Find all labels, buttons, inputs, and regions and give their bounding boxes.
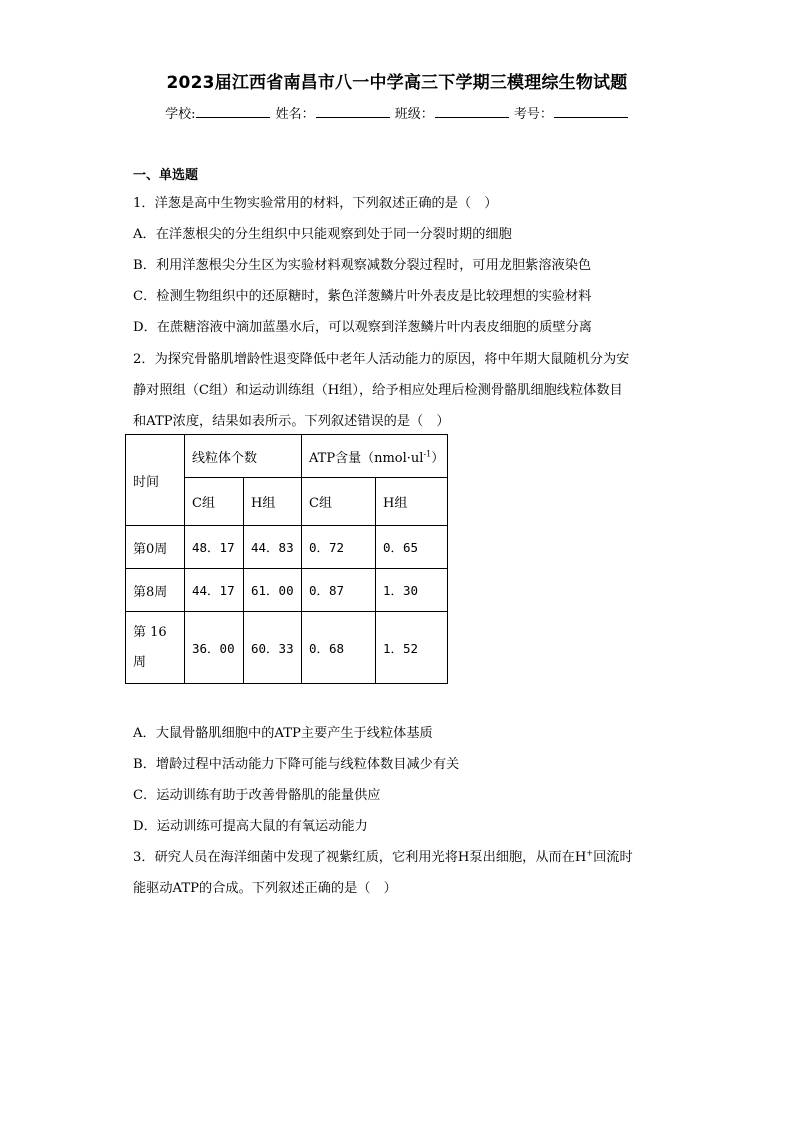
q1-stem: 1．洋葱是高中生物实验常用的材料，下列叙述正确的是（ ） — [133, 196, 498, 211]
student-info-line — [0, 103, 794, 122]
header-mito-count: 线粒体个数 — [185, 435, 302, 478]
q3-stem-line-2: 能驱动ATP的合成。下列叙述正确的是（ ） — [133, 881, 397, 896]
table-row — [126, 526, 448, 569]
school-label: 学校: — [165, 107, 196, 122]
subheader-c-atp: C组 — [302, 478, 376, 526]
cell-atp-c: 0．68 — [302, 612, 376, 684]
cell-atp-h: 1．52 — [376, 612, 448, 684]
cell-time: 第0周 — [126, 526, 185, 569]
number-label: 考号： — [513, 107, 553, 122]
q1-option-d[interactable]: D．在蔗糖溶液中滴加蓝墨水后，可以观察到洋葱鳞片叶内表皮细胞的质壁分离 — [133, 320, 592, 335]
class-label: 班级： — [394, 107, 434, 122]
subheader-h-mito: H组 — [244, 478, 302, 526]
table-row — [126, 612, 448, 684]
cell-time: 第8周 — [126, 569, 185, 612]
school-blank[interactable] — [196, 104, 270, 118]
cell-atp-h: 1．30 — [376, 569, 448, 612]
header-atp: ATP含量$(nmol\cdot ul^{-1})$ — [302, 435, 448, 478]
q1-option-c[interactable]: C．检测生物组织中的还原糖时，紫色洋葱鳞片叶外表皮是比较理想的实验材料 — [133, 289, 592, 304]
cell-atp-h: 0．65 — [376, 526, 448, 569]
q1-option-a[interactable]: A．在洋葱根尖的分生组织中只能观察到处于同一分裂时期的细胞 — [133, 227, 512, 242]
q2-option-a[interactable]: A．大鼠骨骼肌细胞中的ATP主要产生于线粒体基质 — [133, 726, 433, 741]
q2-option-c[interactable]: C．运动训练有助于改善骨骼肌的能量供应 — [133, 788, 381, 803]
cell-mito-h: 44．83 — [244, 526, 302, 569]
q2-stem-line-1: 2．为探究骨骼肌增龄性退变降低中老年人活动能力的原因，将中年期大鼠随机分为安 — [133, 352, 630, 367]
q2-option-d[interactable]: D．运动训练可提高大鼠的有氧运动能力 — [133, 819, 368, 834]
cell-mito-c: 36．00 — [185, 612, 244, 684]
class-blank[interactable] — [435, 104, 509, 118]
cell-mito-c: 44．17 — [185, 569, 244, 612]
q2-stem-line-2: 静对照组（C组）和运动训练组（H组），给予相应处理后检测骨骼肌细胞线粒体数目 — [133, 383, 623, 398]
cell-mito-h: 60．33 — [244, 612, 302, 684]
q3-stem-line-1: 3．研究人员在海洋细菌中发现了视紫红质，它利用光将H泵出细胞，从而在H+回流时 — [133, 848, 633, 865]
page-title: 2023届江西省南昌市八一中学高三下学期三模理综生物试题 — [166, 73, 628, 93]
section-heading: 一、单选题 — [133, 168, 199, 183]
header-time: 时间 — [126, 435, 185, 526]
subheader-h-atp: H组 — [376, 478, 448, 526]
q2-option-b[interactable]: B．增龄过程中活动能力下降可能与线粒体数目减少有关 — [133, 757, 460, 772]
subheader-c-mito: C组 — [185, 478, 244, 526]
cell-time: 第 16 周 — [126, 612, 185, 684]
results-table — [125, 434, 448, 684]
cell-atp-c: 0．87 — [302, 569, 376, 612]
q1-option-b[interactable]: B．利用洋葱根尖分生区为实验材料观察减数分裂过程时，可用龙胆紫溶液染色 — [133, 258, 592, 273]
cell-atp-c: 0．72 — [302, 526, 376, 569]
cell-mito-h: 61．00 — [244, 569, 302, 612]
name-blank[interactable] — [316, 104, 390, 118]
table-row — [126, 569, 448, 612]
name-label: 姓名： — [275, 107, 315, 122]
cell-mito-c: 48．17 — [185, 526, 244, 569]
q2-stem-line-3: 和ATP浓度，结果如表所示。下列叙述错误的是（ ） — [133, 414, 450, 429]
number-blank[interactable] — [554, 104, 628, 118]
